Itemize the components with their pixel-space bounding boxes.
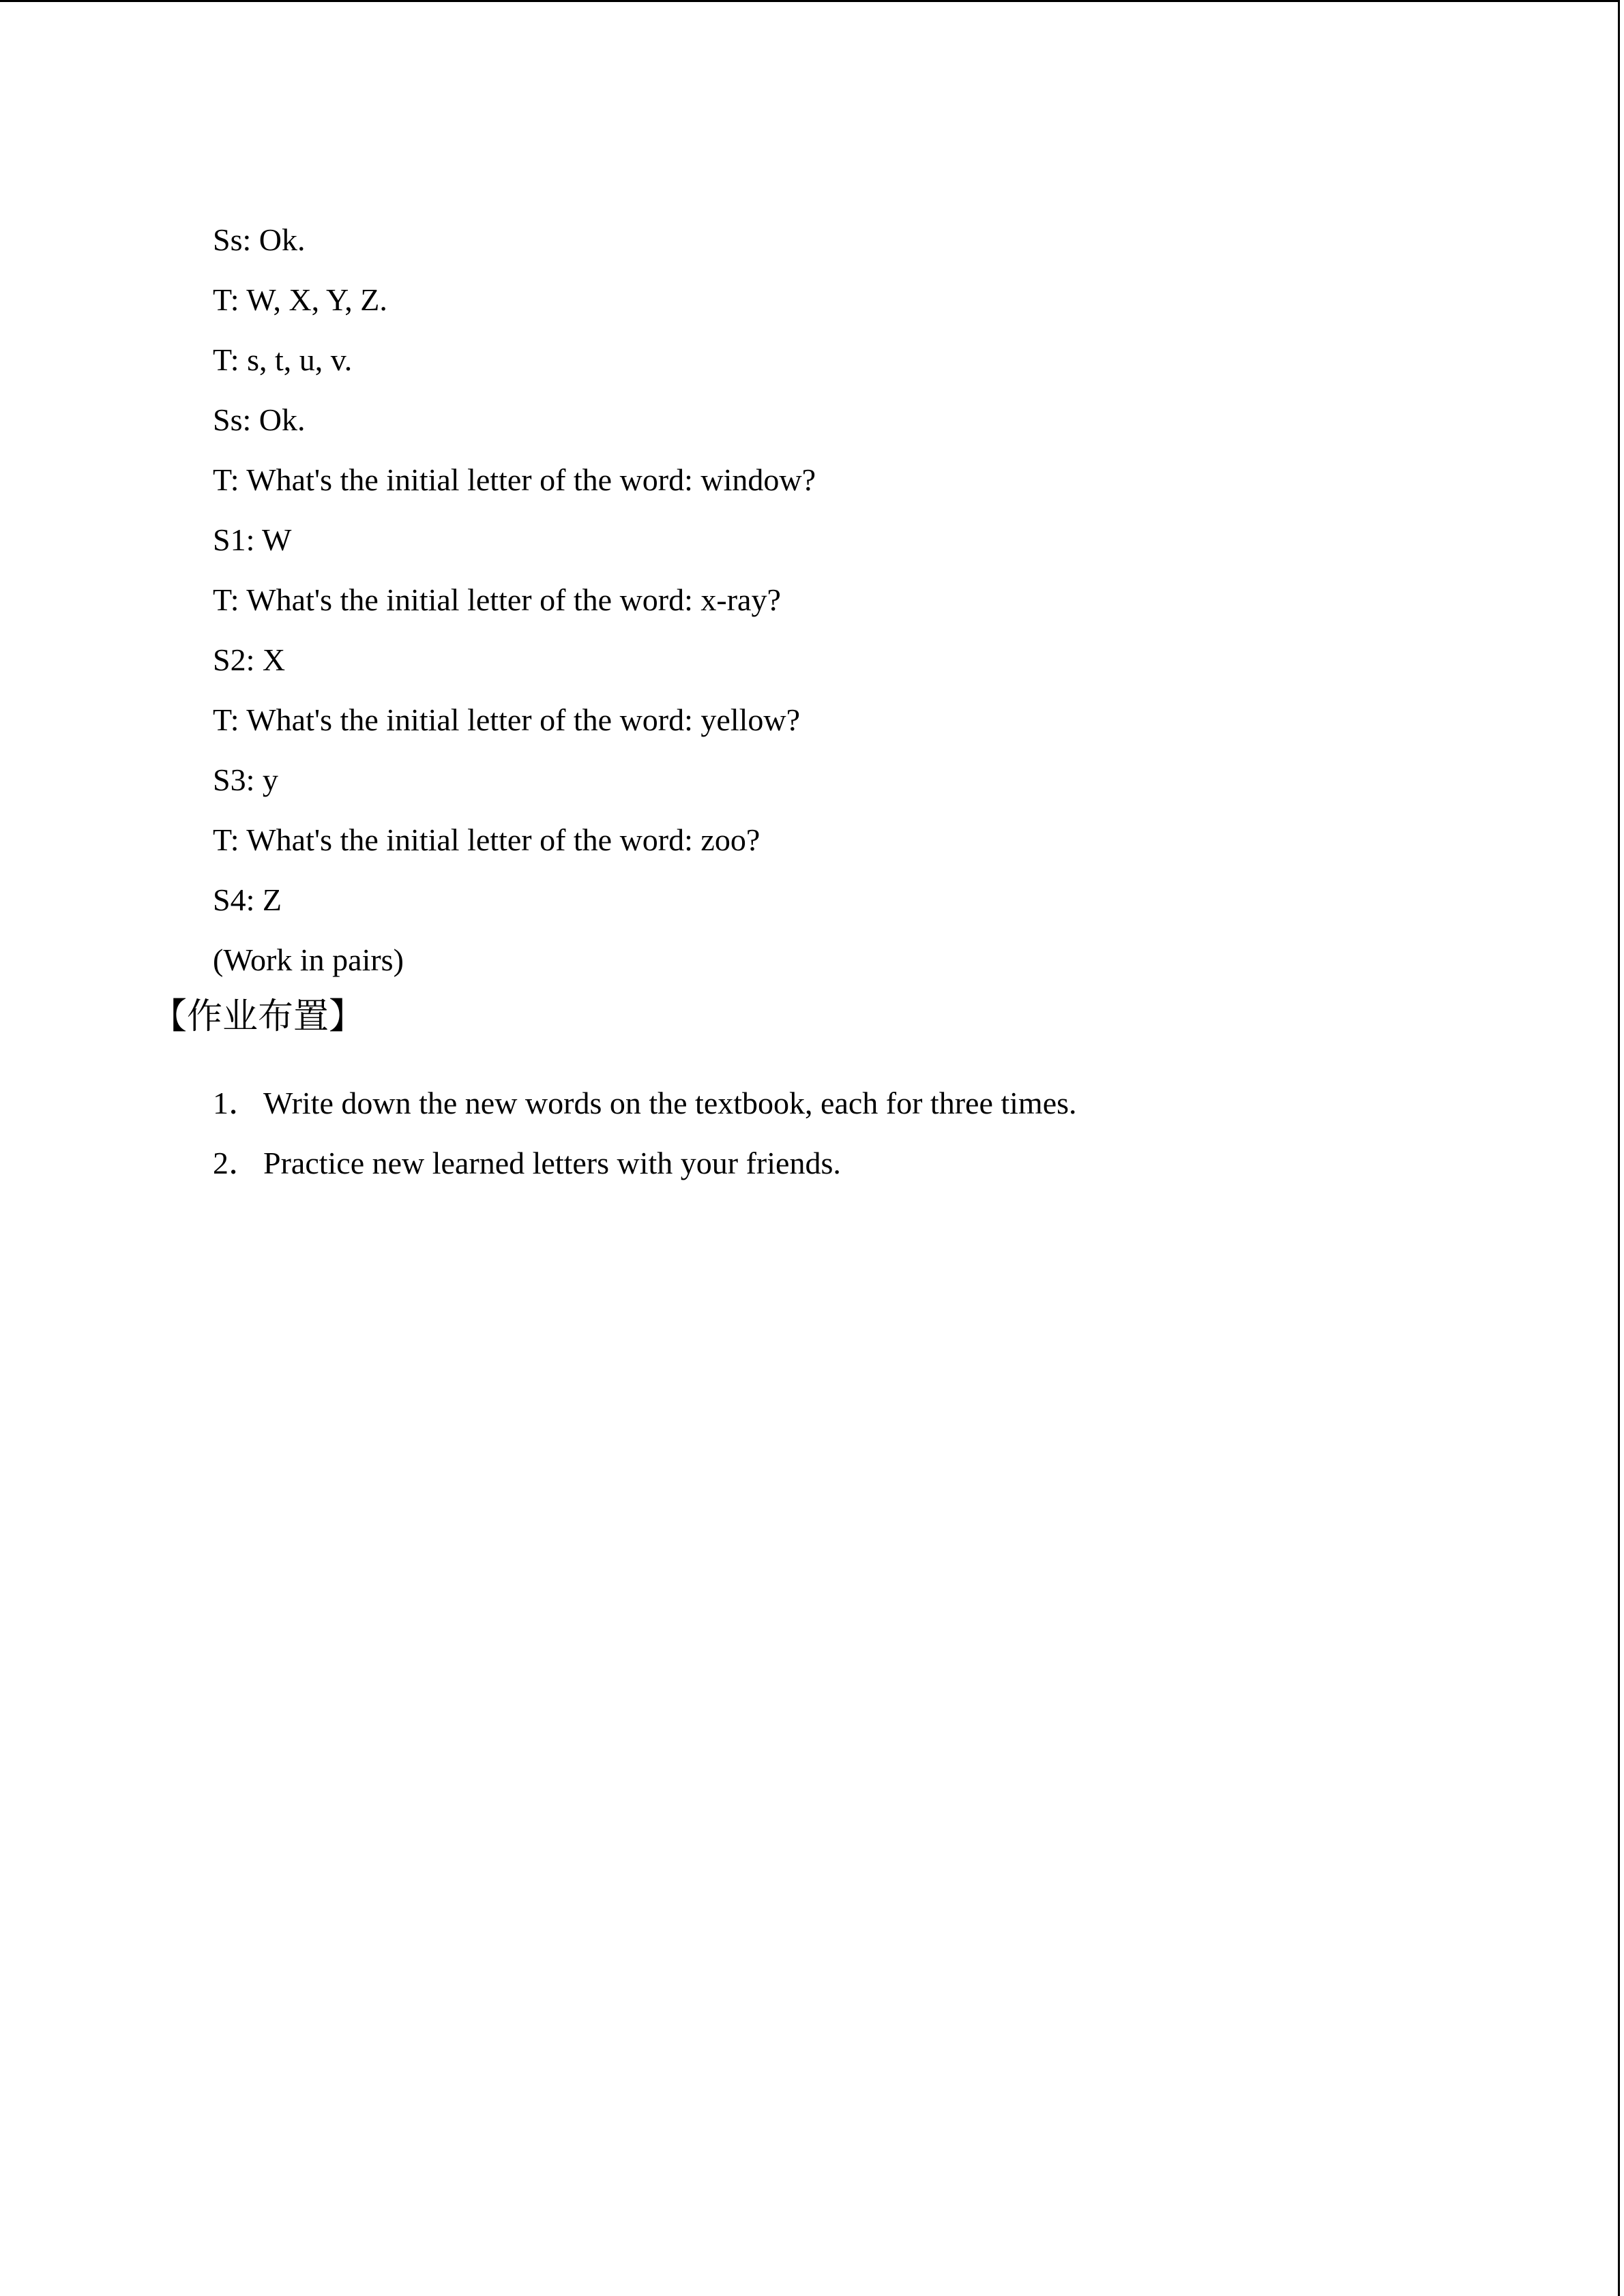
dialogue-line: T: What's the initial letter of the word: x-ray? [213, 582, 781, 617]
dialogue-line: Ss: Ok. [213, 222, 306, 257]
homework-item-text: Write down the new words on the textbook, each for three times. [263, 1086, 1077, 1120]
dialogue-line: T: What's the initial letter of the word: window? [213, 462, 816, 497]
homework-item-text: Practice new learned letters with your friends. [263, 1146, 841, 1180]
dialogue-line: S1: W [213, 522, 292, 557]
homework-item-number: 2． [213, 1146, 260, 1180]
homework-item-number: 1． [213, 1086, 260, 1120]
homework-heading-text: 【作业布置】 [151, 996, 365, 1037]
dialogue-line: Ss: Ok. [213, 402, 306, 437]
dialogue-line: T: What's the initial letter of the word: zoo? [213, 822, 761, 857]
dialogue-line: S3: y [213, 762, 278, 797]
homework-item [213, 1148, 841, 1179]
dialogue-line: S4: Z [213, 882, 282, 917]
homework-heading [151, 996, 365, 1037]
dialogue-line: T: What's the initial letter of the word: yellow? [213, 702, 801, 737]
homework-item [213, 1088, 1077, 1119]
dialogue-line: S2: X [213, 642, 286, 677]
dialogue-line: (Work in pairs) [213, 942, 404, 977]
dialogue-line: T: s, t, u, v. [213, 342, 353, 377]
dialogue-line: T: W, X, Y, Z. [213, 282, 387, 317]
